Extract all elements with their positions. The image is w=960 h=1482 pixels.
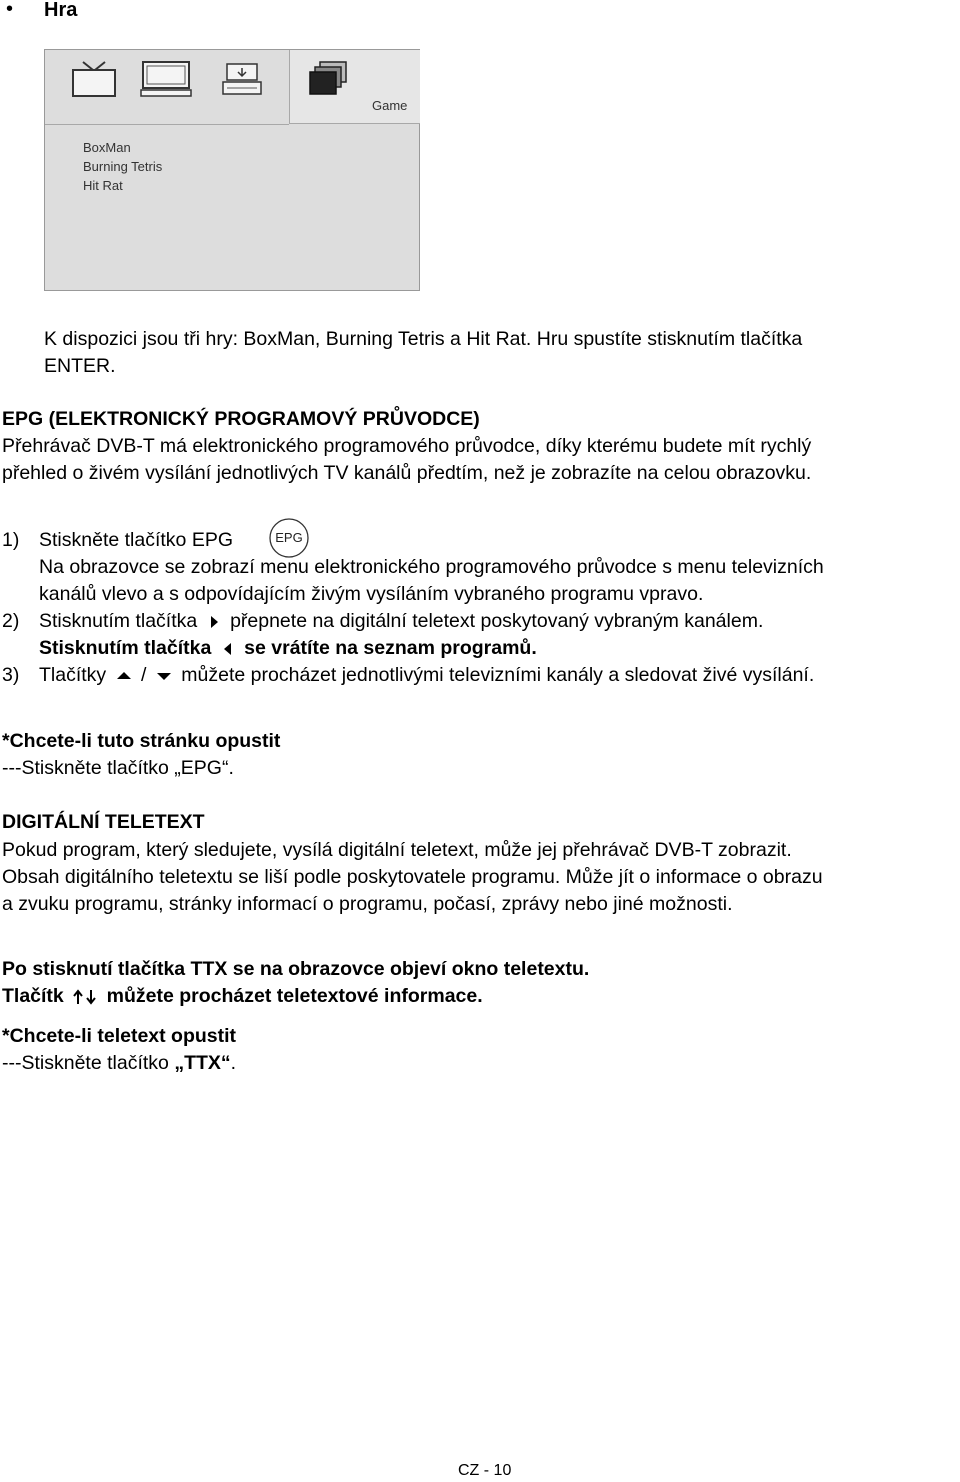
step3-text-a: Tlačítky — [39, 664, 107, 686]
monitor-icon — [137, 56, 195, 100]
step3-line — [39, 664, 814, 687]
step1-number: 1) — [2, 529, 20, 551]
teletext-heading: DIGITÁLNÍ TELETEXT — [2, 811, 205, 833]
epg-intro-line2: přehled o živém vysílání jednotlivých TV kanálů předtím, než je zobrazíte na celou obrazovku. — [2, 462, 812, 484]
game-item-boxman[interactable]: BoxMan — [83, 140, 131, 155]
arrow-left-icon — [217, 639, 239, 659]
game-menu-screenshot — [44, 49, 420, 291]
step2-line1 — [39, 610, 763, 633]
step3-number: 3) — [2, 664, 20, 686]
bullet: • — [6, 0, 14, 20]
step1-detail-line2: kanálů vlevo a s odpovídajícím živým vysíláním vybraného programu vpravo. — [39, 583, 704, 605]
game-item-burning-tetris[interactable]: Burning Tetris — [83, 159, 163, 174]
teletext-exit-a: ---Stiskněte tlačítko — [2, 1052, 175, 1074]
step1-text: Stiskněte tlačítko EPG — [39, 529, 234, 551]
teletext-bold-line1: Po stisknutí tlačítka TTX se na obrazovce objeví okno teletextu. — [2, 958, 590, 980]
epg-exit-heading: *Chcete-li tuto stránku opustit — [2, 730, 281, 752]
step2-text-c: Stisknutím tlačítka — [39, 637, 212, 659]
epg-badge-label: EPG — [275, 530, 303, 545]
game-intro-line2: ENTER. — [44, 355, 116, 377]
teletext-line2: Obsah digitálního teletextu se liší podle poskytovatele programu. Může jít o informace o obrazu — [2, 866, 823, 888]
step1-detail-line1: Na obrazovce se zobrazí menu elektronického programového průvodce s menu televizních — [39, 556, 824, 578]
step2-text-d: se vrátíte na seznam programů. — [244, 637, 537, 659]
up-down-arrows-icon — [69, 987, 101, 1007]
teletext-bold2-b: můžete procházet teletextové informace. — [106, 985, 483, 1007]
tab-game[interactable] — [289, 50, 420, 124]
teletext-bold-line2 — [2, 985, 483, 1008]
arrow-up-icon — [112, 666, 136, 686]
teletext-exit-b: „TTX“ — [174, 1052, 231, 1074]
game-item-hit-rat[interactable]: Hit Rat — [83, 178, 123, 193]
tv-icon — [65, 56, 123, 100]
teletext-line1: Pokud program, který sledujete, vysílá digitální teletext, může jej přehrávač DVB-T zobrazit. — [2, 839, 792, 861]
step3-slash: / — [141, 664, 147, 686]
teletext-bold2-a: Tlačítk — [2, 985, 64, 1007]
step2-number: 2) — [2, 610, 20, 632]
arrow-right-icon — [203, 612, 225, 632]
tab-label: Game — [372, 98, 408, 113]
epg-heading: EPG (ELEKTRONICKÝ PROGRAMOVÝ PRŮVODCE) — [2, 408, 480, 430]
tabs-divider — [45, 124, 289, 125]
game-cards-icon — [306, 58, 358, 98]
step2-line2 — [39, 637, 537, 660]
epg-intro-line1: Přehrávač DVB-T má elektronického programového průvodce, díky kterému budete mít rychlý — [2, 435, 812, 457]
game-intro-line1: K dispozici jsou tři hry: BoxMan, Burning Tetris a Hit Rat. Hru spustíte stisknutím tlačítka — [44, 328, 803, 350]
teletext-exit-text — [2, 1052, 236, 1075]
teletext-line3: a zvuku programu, stránky informací o programu, počasí, zprávy nebo jiné možnosti. — [2, 893, 733, 915]
step2-text-b: přepnete na digitální teletext poskytovaný vybraným kanálem. — [230, 610, 764, 632]
teletext-exit-heading: *Chcete-li teletext opustit — [2, 1025, 237, 1047]
step2-text-a: Stisknutím tlačítka — [39, 610, 198, 632]
arrow-down-icon — [152, 666, 176, 686]
teletext-exit-c: . — [230, 1052, 237, 1074]
storage-icon — [213, 56, 271, 100]
epg-exit-text: ---Stiskněte tlačítko „EPG“. — [2, 757, 234, 779]
page-number: CZ - 10 — [458, 1462, 512, 1479]
epg-button-icon — [268, 517, 310, 559]
step3-text-b: můžete procházet jednotlivými televizními kanály a sledovat živé vysílání. — [181, 664, 815, 686]
section-heading: Hra — [44, 0, 78, 21]
